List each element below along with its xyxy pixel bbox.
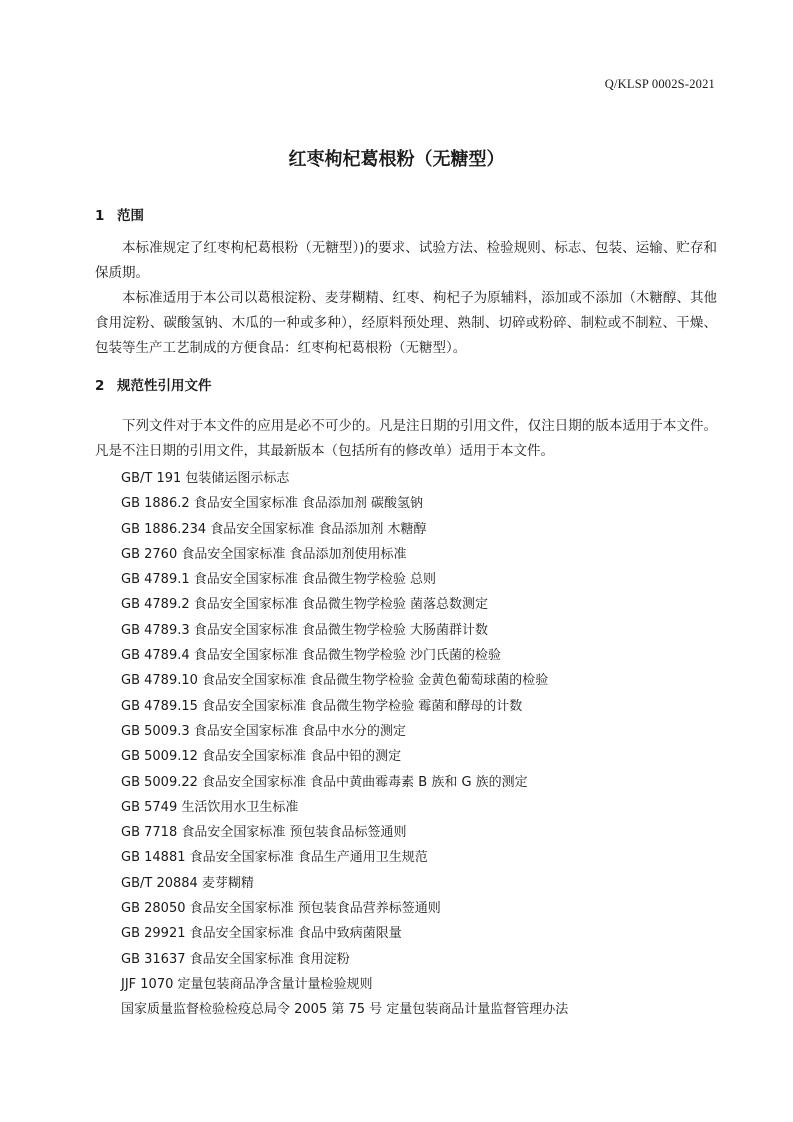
section-2-intro: 下列文件对于本文件的应用是必不可少的。凡是注日期的引用文件，仅注日期的版本适用于本文件。凡是不注日期的引用文件，其最新版本（包括所有的修改单）适用于本文件。 [95, 418, 717, 459]
reference-item: GB 1886.2 食品安全国家标准 食品添加剂 碳酸氢钠 [121, 496, 424, 512]
section-2-title: 规范性引用文件 [117, 378, 212, 394]
section-2-number: 2 [95, 378, 105, 394]
reference-item: GB 2760 食品安全国家标准 食品添加剂使用标准 [121, 546, 407, 562]
reference-item: GB/T 20884 麦芽糊精 [121, 875, 254, 891]
reference-item: GB 5009.3 食品安全国家标准 食品中水分的测定 [121, 723, 406, 739]
reference-item: GB 7718 食品安全国家标准 预包装食品标签通则 [121, 825, 407, 841]
reference-list [121, 466, 568, 1023]
reference-item: GB 28050 食品安全国家标准 预包装食品营养标签通则 [121, 901, 441, 917]
reference-item: GB 4789.15 食品安全国家标准 食品微生物学检验 霉菌和酵母的计数 [121, 698, 523, 714]
section-1-number: 1 [95, 208, 105, 224]
section-1-heading [95, 204, 144, 224]
reference-item: GB 29921 食品安全国家标准 食品中致病菌限量 [121, 926, 402, 942]
reference-item: GB 5009.12 食品安全国家标准 食品中铅的测定 [121, 749, 402, 765]
reference-item: GB 5749 生活饮用水卫生标准 [121, 799, 299, 815]
reference-item: GB 4789.3 食品安全国家标准 食品微生物学检验 大肠菌群计数 [121, 622, 489, 638]
reference-item: GB 14881 食品安全国家标准 食品生产通用卫生规范 [121, 850, 428, 866]
reference-item: GB 4789.4 食品安全国家标准 食品微生物学检验 沙门氏菌的检验 [121, 648, 502, 664]
reference-item: 国家质量监督检验检疫总局令 2005 第 75 号 定量包装商品计量监督管理办法 [121, 1002, 569, 1018]
section-2-heading [95, 374, 212, 394]
document-code: Q/KLSP 0002S-2021 [604, 77, 715, 91]
section-1-paragraph-2: 本标准适用于本公司以葛根淀粉、麦芽糊精、红枣、枸杞子为原辅料，添加或不添加（木糖醇、其他食用淀粉、碳酸氢钠、木瓜的一种或多种），经原料预处理、熟制、切碎或粉碎、制粒或不制粒、干燥、包装等生产工艺制成的方便食品：红枣枸杞葛根粉（无糖型）。 [95, 290, 717, 356]
reference-item: GB 4789.1 食品安全国家标准 食品微生物学检验 总则 [121, 572, 437, 588]
reference-item: GB/T 191 包装储运图示标志 [121, 471, 290, 486]
reference-item: GB 4789.10 食品安全国家标准 食品微生物学检验 金黄色葡萄球菌的检验 [121, 673, 549, 689]
document-title: 红枣枸杞葛根粉（无糖型） [288, 149, 505, 170]
reference-item: GB 31637 食品安全国家标准 食用淀粉 [121, 951, 350, 967]
section-1-paragraph-1: 本标准规定了红枣枸杞葛根粉（无糖型）)的要求、试验方法、检验规则、标志、包装、运输、贮存和保质期。 [95, 240, 717, 281]
section-1-title: 范围 [117, 208, 144, 224]
reference-item: GB 4789.2 食品安全国家标准 食品微生物学检验 菌落总数测定 [121, 597, 489, 613]
reference-item: GB 1886.234 食品安全国家标准 食品添加剂 木糖醇 [121, 521, 427, 537]
reference-item: GB 5009.22 食品安全国家标准 食品中黄曲霉毒素 B 族和 G 族的测定 [121, 774, 528, 790]
reference-item: JJF 1070 定量包装商品净含量计量检验规则 [121, 976, 373, 992]
